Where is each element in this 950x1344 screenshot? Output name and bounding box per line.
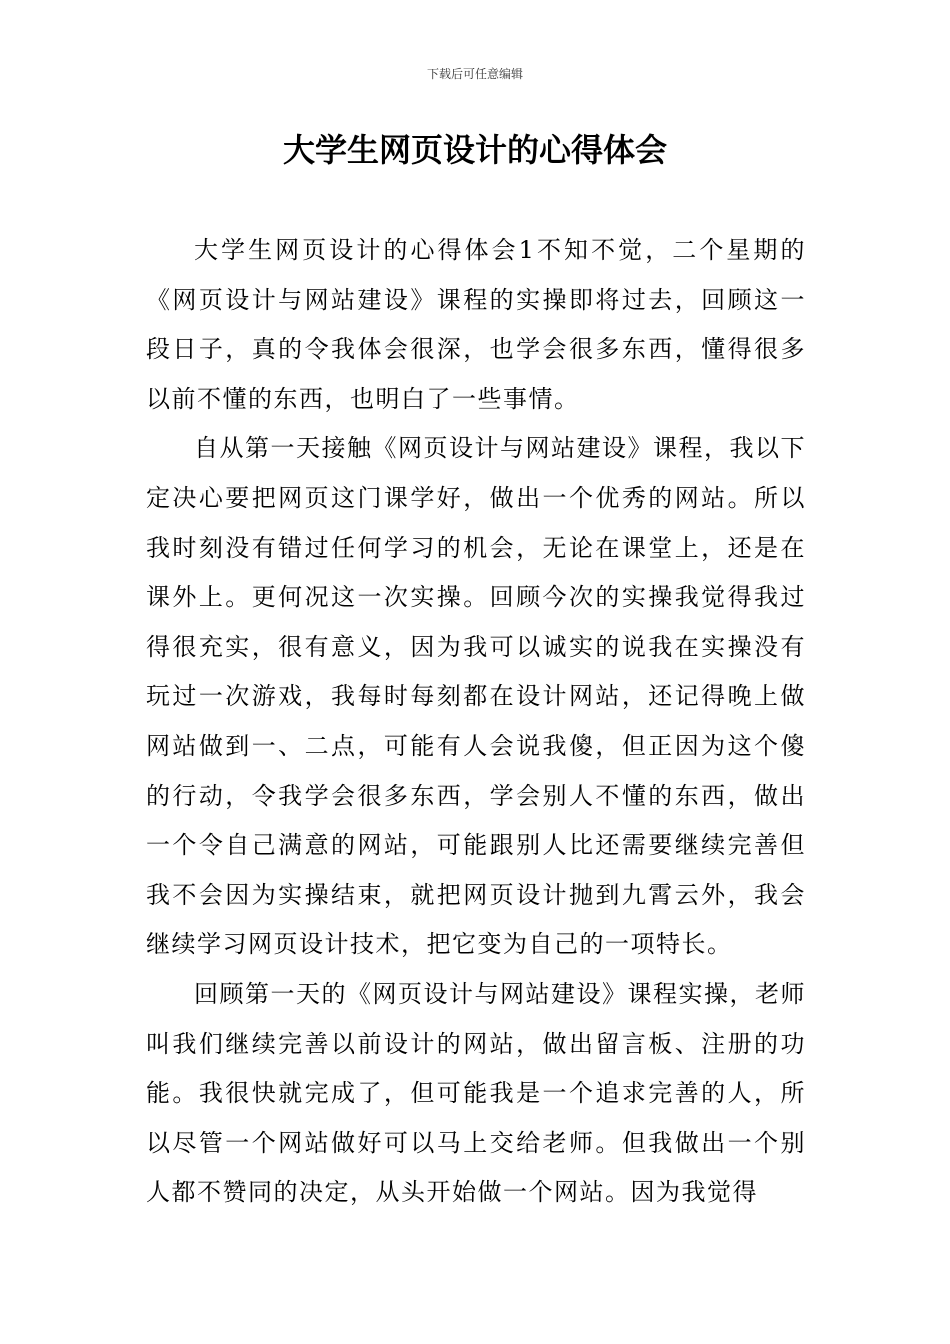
paragraph-1: 大学生网页设计的心得体会1不知不觉，二个星期的《网页设计与网站建设》课程的实操即将过去，回顾这一段日子，真的令我体会很深，也学会很多东西，懂得很多以前不懂的东西，也明白了一些事情。 xyxy=(146,236,806,413)
document-body xyxy=(146,226,806,1218)
paragraph-2: 自从第一天接触《网页设计与网站建设》课程，我以下定决心要把网页这门课学好，做出一个优秀的网站。所以我时刻没有错过任何学习的机会，无论在课堂上，还是在课外上。更何况这一次实操。回顾今次的实操我觉得我过得很充实，很有意义，因为我可以诚实的说我在实操没有玩过一次游戏，我每时每刻都在设计网站，还记得晚上做网站做到一、二点，可能有人会说我傻，但正因为这个傻的行动，令我学会很多东西，学会别人不懂的东西，做出一个令自己满意的网站，可能跟别人比还需要继续完善但我不会因为实操结束，就把网页设计抛到九霄云外，我会继续学习网页设计技术，把它变为自己的一项特长。 xyxy=(146,434,806,959)
paragraph-3: 回顾第一天的《网页设计与网站建设》课程实操，老师叫我们继续完善以前设计的网站，做出留言板、注册的功能。我很快就完成了，但可能我是一个追求完善的人，所以尽管一个网站做好可以马上交给老师。但我做出一个别人都不赞同的决定，从头开始做一个网站。因为我觉得 xyxy=(146,979,806,1207)
header-note: 下载后可任意编辑 xyxy=(426,67,523,81)
document-title: 大学生网页设计的心得体会 xyxy=(282,131,667,169)
